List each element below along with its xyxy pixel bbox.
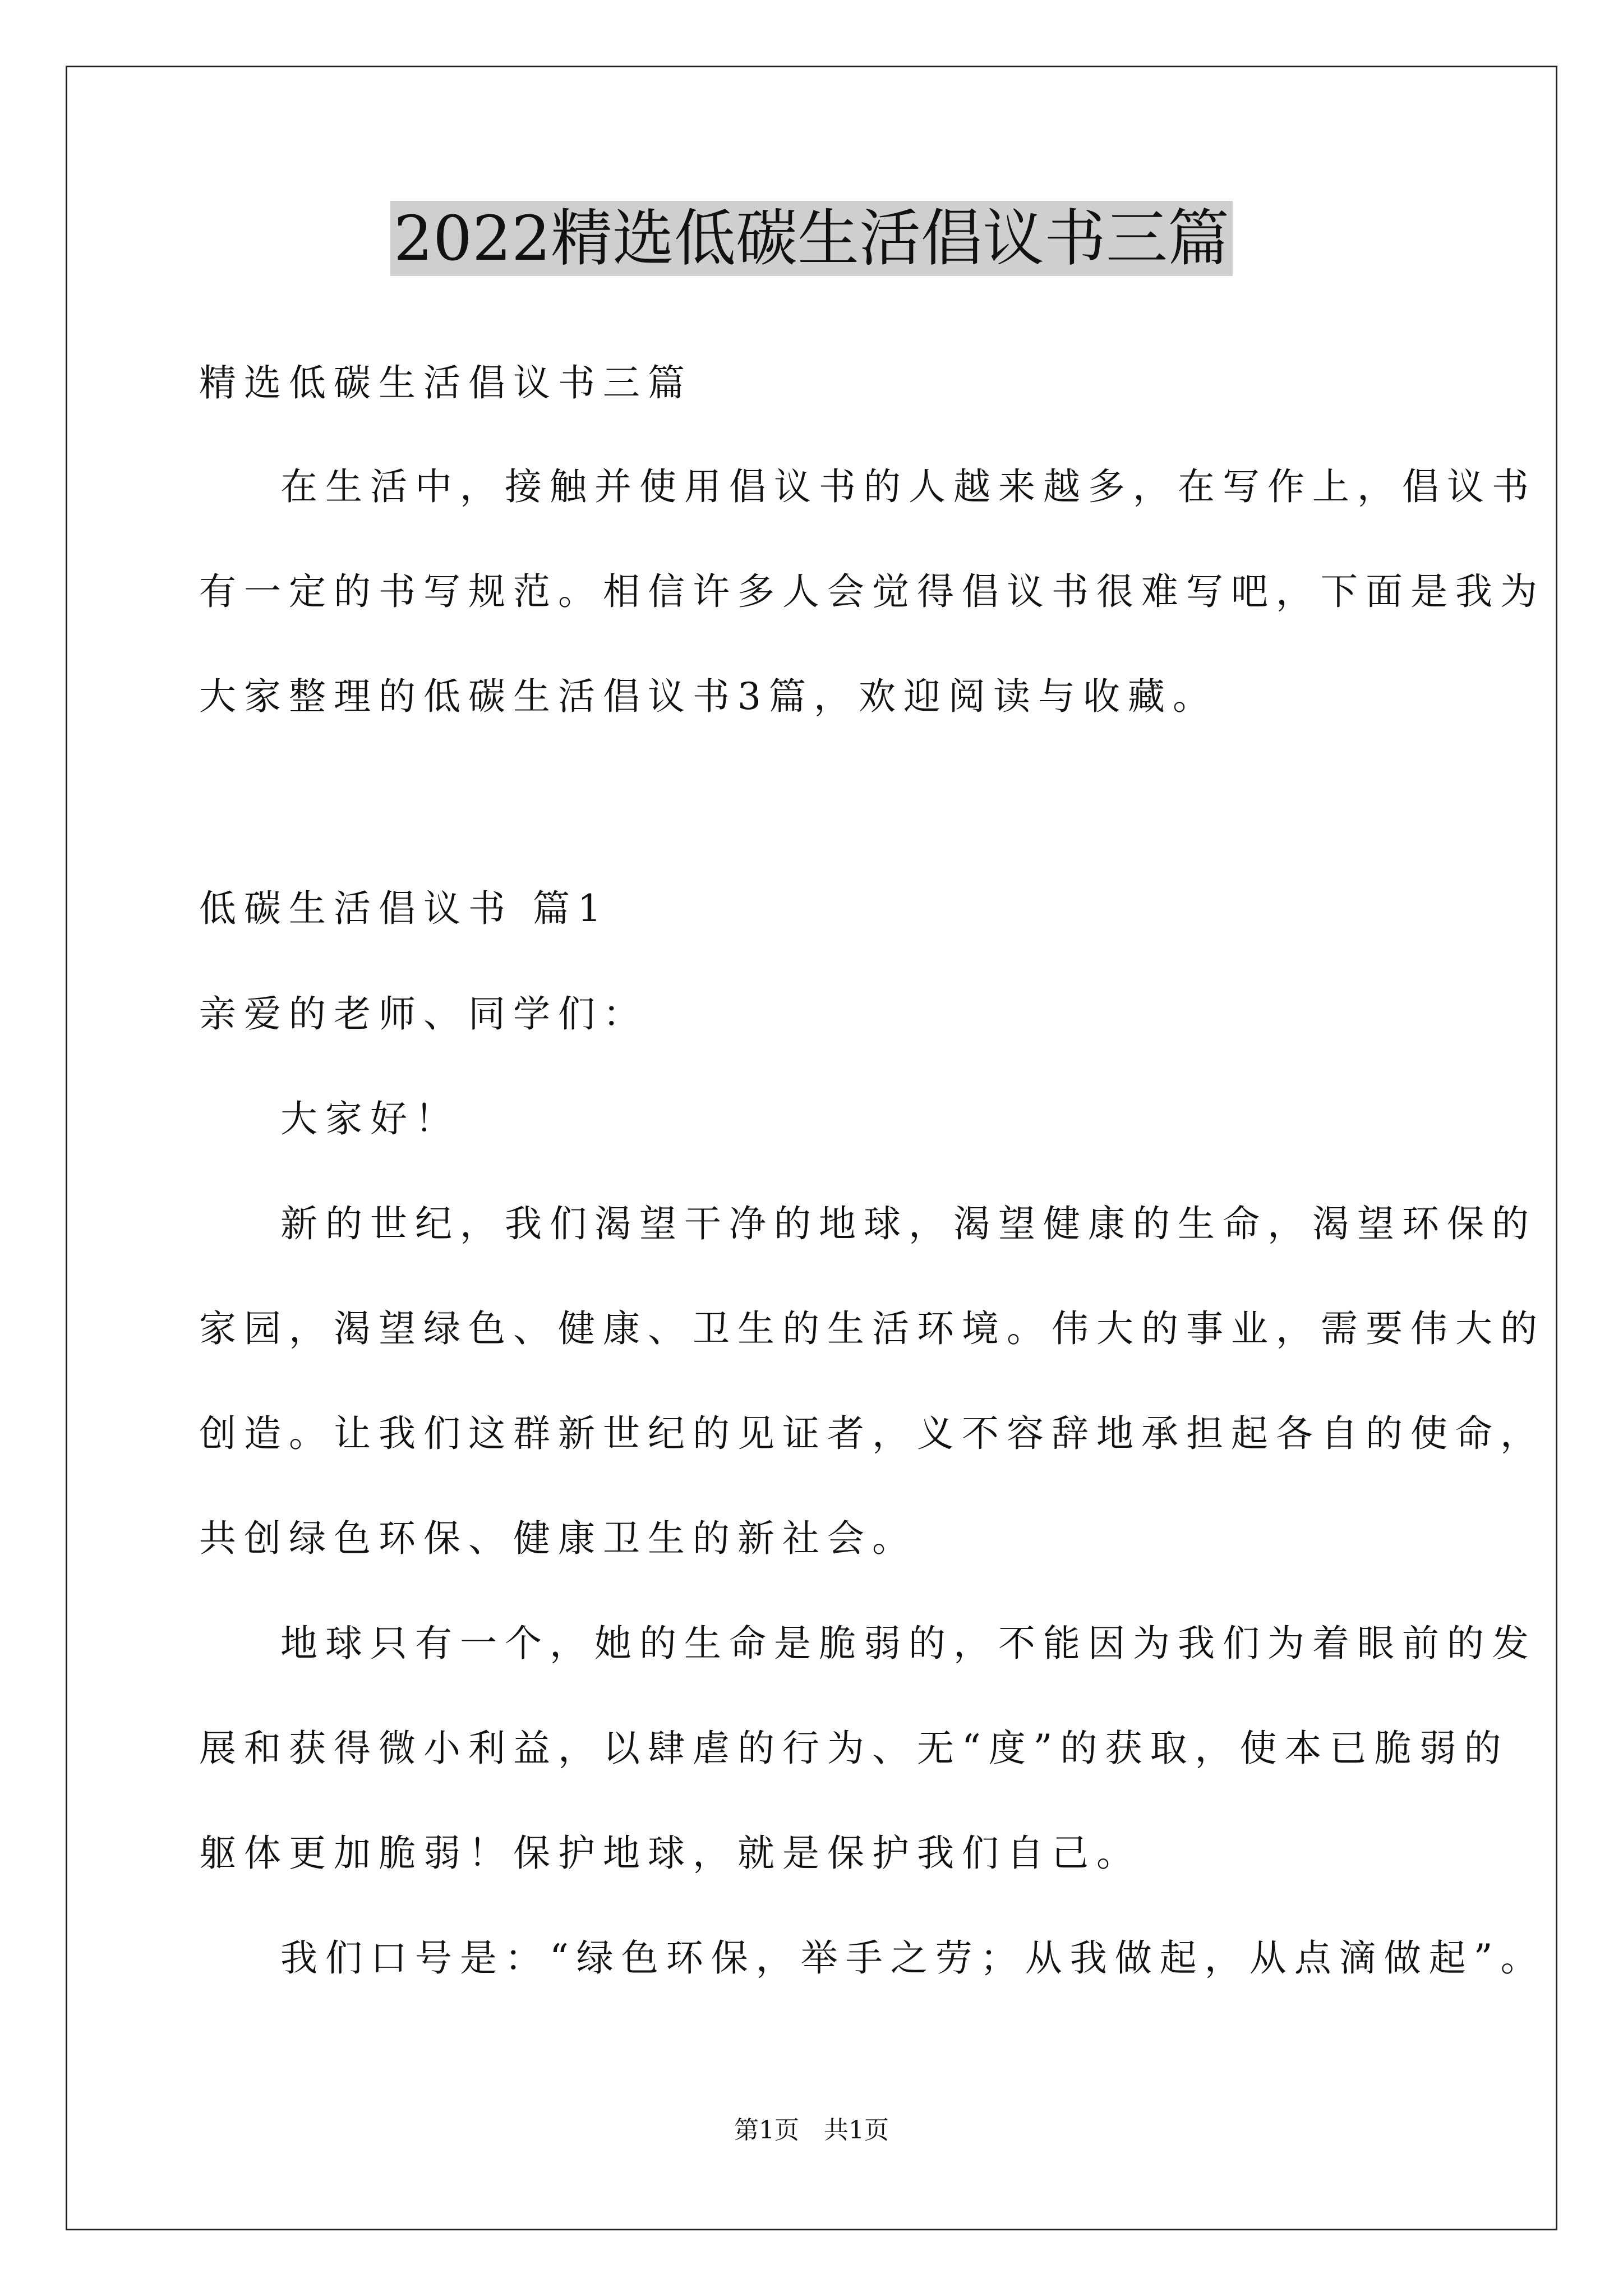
paragraph-line: 新的世纪，我们渴望干净的地球，渴望健康的生命，渴望环保的	[280, 1202, 1537, 1245]
intro-line-1: 在生活中，接触并使用倡议书的人越来越多，在写作上，倡议书	[280, 465, 1537, 508]
section-heading: 低碳生活倡议书 篇1	[199, 887, 609, 930]
paragraph-line: 创造。让我们这群新世纪的见证者，义不容辞地承担起各自的使命，	[199, 1412, 1545, 1455]
intro-line-2: 有一定的书写规范。相信许多人会觉得倡议书很难写吧，下面是我为	[199, 570, 1545, 613]
document-title: 2022精选低碳生活倡议书三篇	[390, 201, 1233, 276]
page-number-footer: 第1页 共1页	[734, 2116, 889, 2145]
title-container	[0, 201, 1623, 276]
salutation-line: 亲爱的老师、同学们：	[199, 992, 648, 1036]
paragraph-line: 家园，渴望绿色、健康、卫生的生活环境。伟大的事业，需要伟大的	[199, 1307, 1545, 1350]
paragraph-line: 共创绿色环保、健康卫生的新社会。	[199, 1517, 917, 1560]
paragraph-line: 躯体更加脆弱！保护地球，就是保护我们自己。	[199, 1832, 1141, 1875]
paragraph-line: 展和获得微小利益，以肆虐的行为、无“度”的获取，使本已脆弱的	[199, 1727, 1509, 1770]
subtitle-line: 精选低碳生活倡议书三篇	[199, 361, 693, 404]
slogan-line: 我们口号是：“绿色环保，举手之劳；从我做起，从点滴做起”。	[280, 1936, 1546, 1980]
greeting-line: 大家好！	[280, 1097, 460, 1140]
paragraph-line: 地球只有一个，她的生命是脆弱的，不能因为我们为着眼前的发	[280, 1622, 1537, 1665]
intro-line-3: 大家整理的低碳生活倡议书3篇，欢迎阅读与收藏。	[199, 675, 1218, 718]
